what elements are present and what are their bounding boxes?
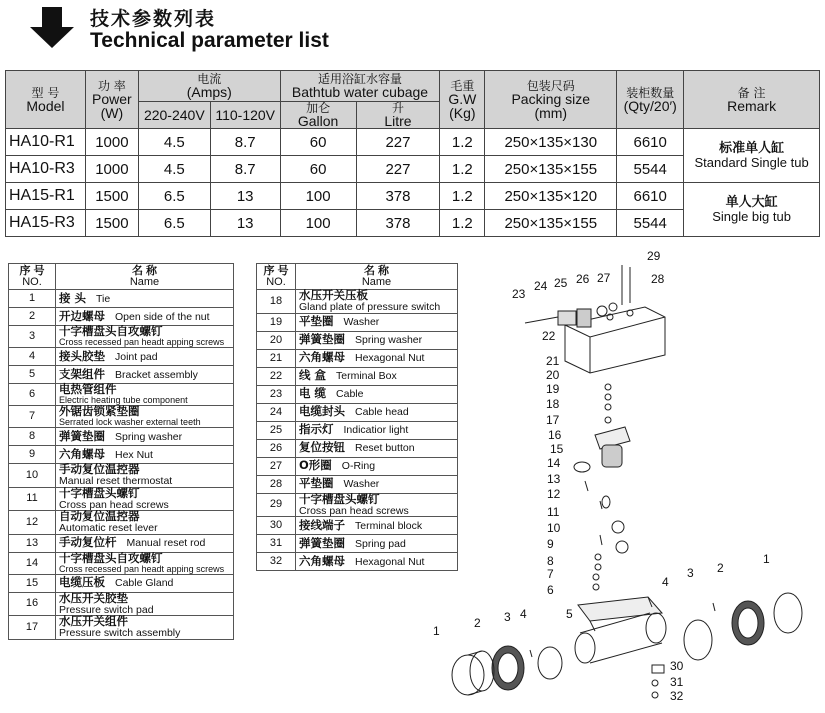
part-name-en: Hexagonal Nut: [355, 555, 425, 568]
part-name-zh: 电缆封头: [299, 404, 345, 418]
part-name-zh: 自动复位温控器: [59, 509, 140, 523]
cell-amp2: 8.7: [210, 156, 280, 183]
callout-label: 21: [546, 354, 560, 368]
part-name-en: Manual reset thermostat: [59, 475, 173, 487]
part-name-zh: O形圈: [299, 458, 332, 472]
title-en: Technical parameter list: [90, 29, 329, 52]
heater-tube-part: [575, 613, 666, 663]
parts-row: [9, 592, 234, 616]
callout-label: 23: [512, 287, 526, 301]
cell-litre: 378: [356, 210, 440, 237]
callout-label: 30: [670, 659, 684, 673]
part-number: 14: [9, 552, 56, 574]
part-name-en: Reset button: [355, 442, 415, 454]
part-name-en: Cross recessed pan headt apping screws: [59, 563, 225, 574]
part-name-en: O-Ring: [341, 460, 376, 472]
part-name-en: Cable head: [355, 406, 409, 418]
parts-row: [9, 511, 234, 535]
part-name: [56, 384, 234, 406]
parts-table-left: [8, 263, 234, 640]
callout-label: 31: [670, 675, 684, 689]
parts-row: [257, 349, 458, 367]
col-no: 序 号 NO.: [9, 264, 56, 290]
parts-row: [257, 439, 458, 457]
cell-amp1: 4.5: [138, 129, 210, 156]
parts-row: [9, 384, 234, 406]
callout-label: 24: [534, 279, 548, 293]
part-name-en: Pressure switch pad: [59, 603, 154, 616]
part-name-en: Hex Nut: [115, 448, 153, 461]
callout-label: 32: [670, 689, 684, 703]
part-number: 31: [257, 535, 296, 553]
part-name: [56, 348, 234, 366]
part-name: [56, 326, 234, 348]
part-name-zh: 指示灯: [299, 422, 334, 436]
bracket-part: [578, 597, 662, 631]
parts-row: [9, 366, 234, 384]
part-name: [56, 366, 234, 384]
parts-row: [9, 290, 234, 308]
cell-pack: 250×135×155: [485, 210, 617, 237]
part-number: 17: [9, 616, 56, 640]
part-name-en: Indicatior light: [343, 424, 409, 436]
cell-litre: 227: [356, 129, 440, 156]
down-arrow-icon: [30, 5, 74, 49]
parts-row: [9, 308, 234, 326]
col-current: 电流 (Amps): [138, 71, 280, 102]
part-number: 32: [257, 553, 296, 571]
parts-row: [9, 534, 234, 552]
callout-label: 27: [597, 271, 611, 285]
cell-gallon: 60: [280, 156, 356, 183]
cell-amp1: 6.5: [138, 183, 210, 210]
part-name: [56, 464, 234, 488]
part-name-en: Hexagonal Nut: [355, 352, 425, 364]
part-name: [56, 552, 234, 574]
part-number: 26: [257, 439, 296, 457]
exploded-view-diagram: [430, 245, 825, 713]
part-number: 12: [9, 511, 56, 535]
part-number: 15: [9, 574, 56, 592]
part-name-zh: 平垫圈: [299, 476, 334, 490]
parts-row: [257, 535, 458, 553]
part-name-zh: 外锯齿锁紧垫圈: [59, 404, 140, 418]
cell-gw: 1.2: [440, 183, 485, 210]
part-name-en: Terminal block: [355, 519, 423, 532]
cell-pack: 250×135×130: [485, 129, 617, 156]
part-name-en: Tie: [96, 292, 111, 305]
part-name-zh: 弹簧垫圈: [299, 332, 345, 346]
part-name-zh: 接线端子: [299, 517, 345, 532]
callout-label: 2: [474, 616, 481, 630]
parts-row: [9, 326, 234, 348]
part-number: 1: [9, 290, 56, 308]
cell-model: HA10-R3: [6, 156, 86, 183]
parts-row: [9, 446, 234, 464]
cell-qty: 5544: [617, 210, 684, 237]
callout-label: 3: [687, 566, 694, 580]
part-name-zh: 弹簧垫圈: [59, 428, 105, 443]
col-name: 名 称 Name: [296, 264, 458, 290]
title-zh: 技术参数列表: [90, 8, 217, 30]
part-name-zh: 线 盒: [299, 368, 327, 382]
callout-label: 22: [542, 329, 556, 343]
part-name-zh: 接 头: [59, 290, 87, 305]
callout-label: 6: [547, 583, 554, 597]
parts-row: [257, 421, 458, 439]
cell-power: 1000: [85, 156, 138, 183]
parts-row: [9, 487, 234, 511]
callout-label: 29: [647, 249, 661, 263]
callout-label: 4: [520, 607, 527, 621]
cell-model: HA15-R1: [6, 183, 86, 210]
part-number: 19: [257, 313, 296, 331]
callout-label: 2: [717, 561, 724, 575]
spec-table: [5, 70, 820, 237]
part-name-en: Open side of the nut: [115, 310, 210, 323]
part-name-zh: 水压开关组件: [59, 614, 128, 628]
part-name-en: Spring washer: [115, 430, 183, 443]
col-amp-110: 110-120V: [210, 102, 280, 129]
part-name: [56, 406, 234, 428]
callout-label: 10: [547, 521, 561, 535]
part-number: 10: [9, 464, 56, 488]
col-no: 序 号 NO.: [257, 264, 296, 290]
parts-row: [257, 385, 458, 403]
col-gallon: 加仑 Gallon: [280, 102, 356, 129]
part-name-zh: 电 缆: [299, 386, 327, 400]
part-number: 6: [9, 384, 56, 406]
part-name: [56, 534, 234, 552]
part-name-en: Washer: [343, 316, 380, 328]
part-name-en: Spring pad: [355, 537, 406, 550]
cell-remark: 标准单人缸 Standard Single tub: [684, 129, 820, 183]
parts-row: [257, 403, 458, 421]
cell-gallon: 100: [280, 183, 356, 210]
part-name-en: Electric heating tube component: [59, 395, 188, 405]
callout-label: 26: [576, 272, 590, 286]
callout-label: 13: [547, 472, 561, 486]
part-name-zh: 手动复位杆: [59, 535, 117, 549]
part-number: 2: [9, 308, 56, 326]
parts-row: [9, 616, 234, 640]
part-name-en: Joint pad: [115, 350, 158, 363]
col-cubage: 适用浴缸水容量 Bathtub water cubage: [280, 71, 440, 102]
part-name: [56, 487, 234, 511]
cell-gw: 1.2: [440, 156, 485, 183]
part-name-zh: 接头胶垫: [59, 348, 105, 363]
part-name-zh: 开边螺母: [59, 308, 105, 323]
part-name-zh: 水压开关压板: [299, 288, 368, 302]
part-name-zh: 电热管组件: [59, 382, 117, 396]
cell-pack: 250×135×120: [485, 183, 617, 210]
part-name-zh: 电缆压板: [59, 575, 105, 589]
page-header: [0, 0, 825, 62]
callout-label: 19: [546, 382, 560, 396]
col-amp-220: 220-240V: [138, 102, 210, 129]
part-name-zh: 水压开关胶垫: [59, 590, 128, 605]
part-name-zh: 十字槽盘头自攻螺钉: [59, 550, 163, 565]
part-name-en: Cable: [336, 388, 364, 400]
part-name-zh: 平垫圈: [299, 314, 334, 328]
part-name-en: Bracket assembly: [115, 368, 198, 381]
part-name: [56, 308, 234, 326]
callout-label: 1: [433, 624, 440, 638]
callout-label: 11: [547, 505, 560, 519]
part-number: 22: [257, 367, 296, 385]
cell-amp2: 13: [210, 183, 280, 210]
part-number: 25: [257, 421, 296, 439]
part-number: 7: [9, 406, 56, 428]
part-number: 8: [9, 428, 56, 446]
part-name-en: Serrated lock washer external teeth: [59, 417, 201, 427]
parts-row: [9, 552, 234, 574]
parts-row: [257, 457, 458, 475]
parts-row: [9, 406, 234, 428]
cell-power: 1500: [85, 183, 138, 210]
callout-label: 1: [763, 552, 770, 566]
callout-label: 28: [651, 272, 665, 286]
parts-row: [257, 553, 458, 571]
cell-litre: 227: [356, 156, 440, 183]
part-name-en: Cross pan head screws: [59, 498, 169, 511]
cell-qty: 6610: [617, 183, 684, 210]
parts-row: [257, 475, 458, 493]
part-number: 16: [9, 592, 56, 616]
part-name: [56, 428, 234, 446]
part-number: 30: [257, 517, 296, 535]
col-name: 名 称 Name: [56, 264, 234, 290]
callout-label: 4: [662, 575, 669, 589]
cell-litre: 378: [356, 183, 440, 210]
callout-label: 16: [548, 428, 562, 442]
callout-label: 25: [554, 276, 568, 290]
cell-gw: 1.2: [440, 210, 485, 237]
part-number: 29: [257, 493, 296, 517]
parts-row: [257, 493, 458, 517]
part-name-en: Spring washer: [355, 334, 423, 346]
part-name-en: Cross pan head screws: [299, 504, 409, 517]
part-name-zh: 手动复位温控器: [59, 462, 140, 476]
callout-label: 14: [547, 456, 561, 470]
part-name-en: Cross recessed pan headt apping screws: [59, 337, 225, 347]
part-name-zh: 十字槽盘头自攻螺钉: [59, 324, 163, 338]
parts-table-right: [256, 263, 458, 571]
cell-remark: 单人大缸 Single big tub: [684, 183, 820, 237]
col-remark: 备 注 Remark: [684, 71, 820, 129]
part-number: 3: [9, 326, 56, 348]
part-name-zh: 十字槽盘头螺钉: [299, 491, 380, 506]
part-name-en: Washer: [343, 478, 380, 490]
cell-model: HA15-R3: [6, 210, 86, 237]
parts-row: [257, 517, 458, 535]
parts-row: [9, 464, 234, 488]
cell-amp1: 4.5: [138, 156, 210, 183]
callout-label: 7: [547, 567, 554, 581]
part-name-en: Gland plate of pressure switch: [299, 301, 441, 313]
col-gw: 毛重 G.W (Kg): [440, 71, 485, 129]
part-number: 24: [257, 403, 296, 421]
cell-gallon: 100: [280, 210, 356, 237]
part-number: 23: [257, 385, 296, 403]
callout-label: 3: [504, 610, 511, 624]
part-name-en: Automatic reset lever: [59, 522, 158, 534]
part-name-en: Manual reset rod: [126, 537, 206, 549]
cell-gw: 1.2: [440, 129, 485, 156]
parts-row: [257, 313, 458, 331]
table-row: [6, 183, 820, 210]
part-name-zh: 复位按钮: [299, 440, 345, 454]
col-model: 型 号 Model: [6, 71, 86, 129]
part-number: 11: [9, 487, 56, 511]
parts-row: [9, 428, 234, 446]
part-number: 9: [9, 446, 56, 464]
cell-gallon: 60: [280, 129, 356, 156]
part-name: [56, 290, 234, 308]
cell-pack: 250×135×155: [485, 156, 617, 183]
cell-model: HA10-R1: [6, 129, 86, 156]
part-name: [56, 446, 234, 464]
col-litre: 升 Litre: [356, 102, 440, 129]
cell-amp1: 6.5: [138, 210, 210, 237]
part-name-zh: 六角螺母: [299, 553, 345, 568]
part-number: 5: [9, 366, 56, 384]
col-power: 功 率 Power (W): [85, 71, 138, 129]
part-number: 27: [257, 457, 296, 475]
part-number: 4: [9, 348, 56, 366]
parts-row: [9, 574, 234, 592]
callout-label: 20: [546, 368, 560, 382]
cell-qty: 5544: [617, 156, 684, 183]
part-number: 20: [257, 331, 296, 349]
parts-row: [257, 290, 458, 314]
cell-qty: 6610: [617, 129, 684, 156]
callout-label: 12: [547, 487, 561, 501]
part-name: [56, 574, 234, 592]
callout-label: 15: [550, 442, 564, 456]
callout-label: 18: [546, 397, 560, 411]
parts-row: [257, 367, 458, 385]
callout-label: 17: [546, 413, 560, 427]
part-name-en: Pressure switch assembly: [59, 627, 181, 639]
col-qty: 装柜数量 (Qty/20′): [617, 71, 684, 129]
parts-row: [257, 331, 458, 349]
cell-power: 1000: [85, 129, 138, 156]
cell-amp2: 13: [210, 210, 280, 237]
part-number: 21: [257, 349, 296, 367]
part-name: [56, 616, 234, 640]
callout-label: 8: [547, 554, 554, 568]
part-name: [56, 592, 234, 616]
part-name-en: Cable Gland: [115, 577, 174, 589]
part-number: 28: [257, 475, 296, 493]
part-name: [56, 511, 234, 535]
right-fittings: [684, 593, 802, 660]
callout-label: 5: [566, 607, 573, 621]
part-number: 13: [9, 534, 56, 552]
part-name-en: Terminal Box: [336, 370, 397, 382]
col-pack: 包装尺码 Packing size (mm): [485, 71, 617, 129]
part-name-zh: 支架组件: [59, 366, 105, 381]
part-number: 18: [257, 290, 296, 314]
part-name-zh: 十字槽盘头螺钉: [59, 485, 140, 500]
parts-row: [9, 348, 234, 366]
table-row: [6, 129, 820, 156]
cell-power: 1500: [85, 210, 138, 237]
part-name-zh: 六角螺母: [299, 350, 345, 364]
part-name-zh: 弹簧垫圈: [299, 535, 345, 550]
left-fittings: [452, 646, 562, 695]
cell-amp2: 8.7: [210, 129, 280, 156]
callout-label: 9: [547, 537, 554, 551]
part-name-zh: 六角螺母: [59, 446, 105, 461]
